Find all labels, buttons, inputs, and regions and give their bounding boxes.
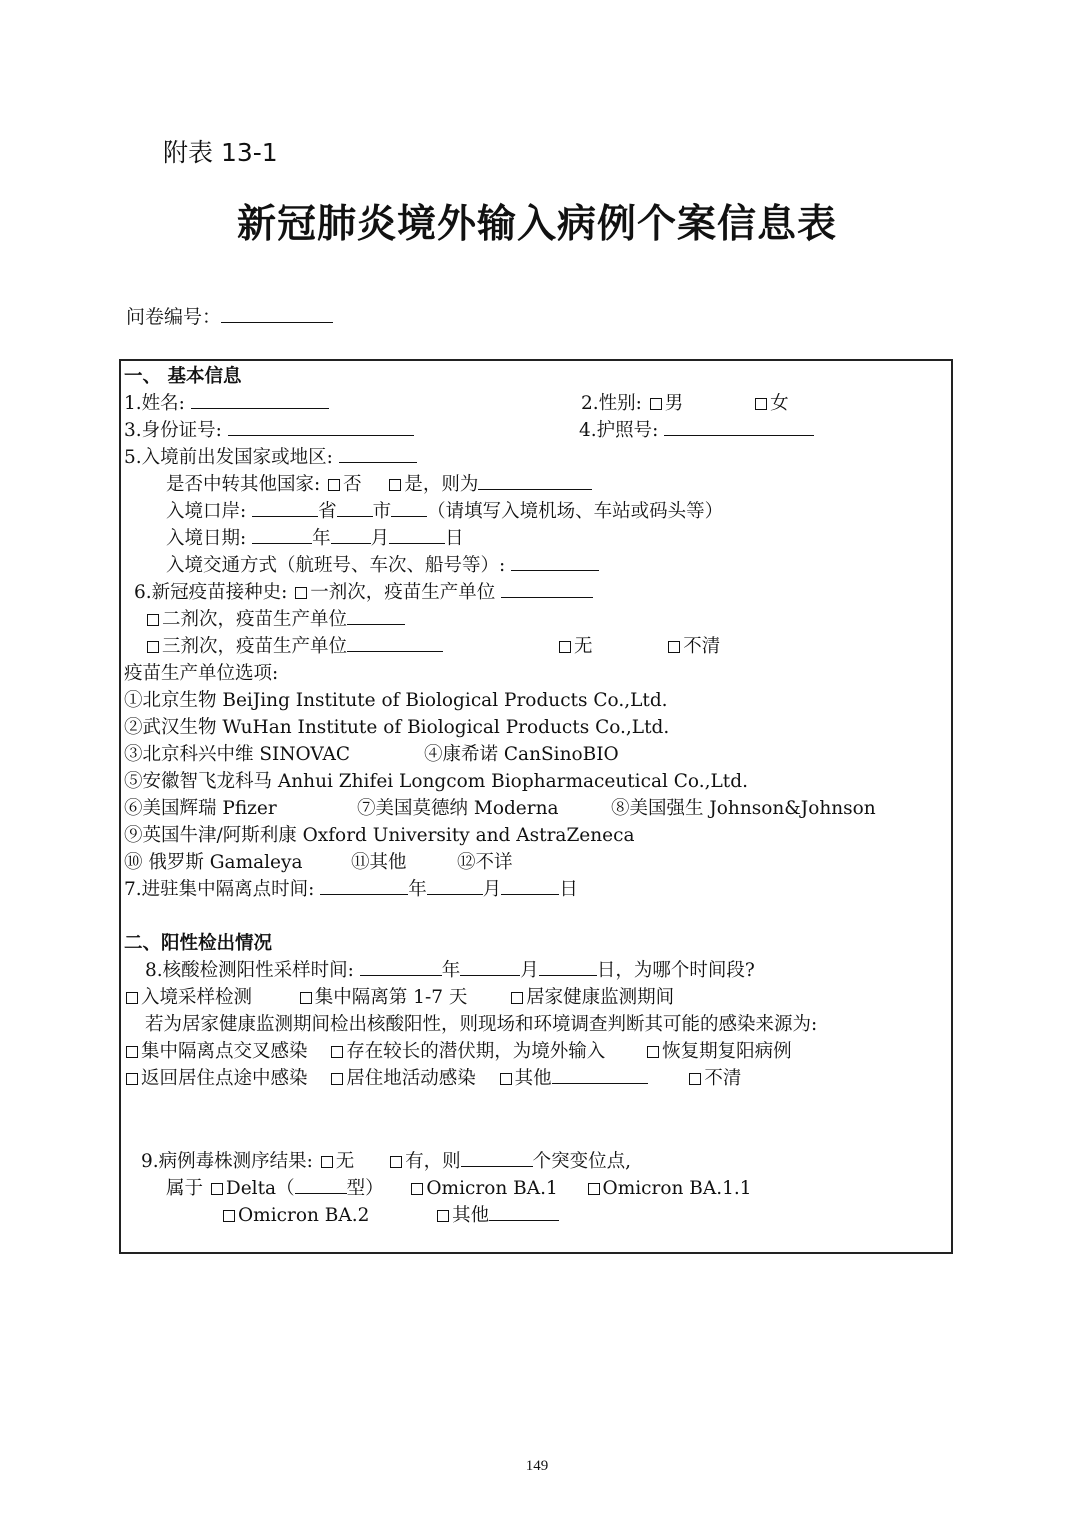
- transit-yes-label: 是，则为: [404, 474, 479, 495]
- quarantine-month-field[interactable]: [427, 876, 483, 895]
- appendix-label: 附表 13-1: [163, 138, 278, 167]
- dose2-checkbox[interactable]: [147, 614, 159, 626]
- q9-none-label: 无: [335, 1151, 355, 1172]
- quarantine-1-7-checkbox[interactable]: [300, 992, 312, 1004]
- residence-activity-label: 居住地活动感染: [346, 1068, 476, 1089]
- entry-sampling-label: 入境采样检测: [141, 987, 253, 1008]
- passport-label: 4.护照号:: [579, 420, 659, 441]
- delta-label: Delta（: [225, 1178, 295, 1199]
- vaccine-option-11: ⑪其他: [351, 852, 407, 873]
- source-other-field[interactable]: [552, 1065, 648, 1084]
- transport-field[interactable]: [511, 552, 599, 571]
- transport-label: 入境交通方式（航班号、车次、船号等）:: [166, 555, 506, 576]
- dose1-checkbox[interactable]: [295, 587, 307, 599]
- recovery-positive-checkbox[interactable]: [647, 1046, 659, 1058]
- dose2-row: [145, 606, 405, 633]
- q9-mutations-label: 个突变位点,: [532, 1151, 631, 1172]
- transit-country-field[interactable]: [478, 471, 592, 490]
- year-label: 年: [312, 528, 331, 549]
- q9-none-checkbox[interactable]: [321, 1156, 333, 1168]
- transport-row: [166, 552, 599, 579]
- variant-row-1: [166, 1175, 752, 1202]
- vaccine-option-4: ④康希诺 CanSinoBIO: [424, 744, 619, 765]
- quarantine-label: 7.进驻集中隔离点时间:: [124, 879, 315, 900]
- name-row: [124, 390, 329, 417]
- vaccine-option-10: ⑩ 俄罗斯 Gamaleya: [124, 852, 303, 873]
- q8-month-field[interactable]: [460, 957, 520, 976]
- delta-type-field[interactable]: [295, 1175, 347, 1194]
- variant-other-field[interactable]: [489, 1202, 559, 1221]
- dose3-row: [145, 633, 443, 660]
- vaccine-option-8: ⑧美国强生 Johnson&Johnson: [611, 798, 876, 819]
- dose1-label: 一剂次，疫苗生产单位: [310, 582, 496, 603]
- vaccine-option-2: ②武汉生物 WuHan Institute of Biological Products Co.,Ltd.: [124, 717, 670, 738]
- dose3-label: 三剂次，疫苗生产单位: [162, 636, 348, 657]
- source-unclear-checkbox[interactable]: [689, 1073, 701, 1085]
- ba11-checkbox[interactable]: [588, 1183, 600, 1195]
- vaccine-option-12: ⑫不详: [457, 852, 513, 873]
- vaccine-row: [134, 579, 593, 606]
- return-route-checkbox[interactable]: [126, 1073, 138, 1085]
- port-province-field[interactable]: [252, 498, 318, 517]
- ba1-checkbox[interactable]: [411, 1183, 423, 1195]
- q8-year-field[interactable]: [360, 957, 442, 976]
- q9-have-checkbox[interactable]: [390, 1156, 402, 1168]
- section2-title: 二、阳性检出情况: [124, 933, 273, 954]
- port-label: 入境口岸:: [166, 501, 247, 522]
- entry-sampling-checkbox[interactable]: [126, 992, 138, 1004]
- q8-row: [145, 957, 755, 984]
- port-note: （请填写入境机场、车站或码头等）: [427, 501, 724, 522]
- dose2-label: 二剂次，疫苗生产单位: [162, 609, 348, 630]
- quarantine-month-label: 月: [482, 879, 502, 900]
- recovery-positive-label: 恢复期复阳病例: [662, 1041, 792, 1062]
- male-label: 男: [664, 393, 684, 414]
- ba2-checkbox[interactable]: [223, 1210, 235, 1222]
- questionnaire-number-field[interactable]: [221, 304, 333, 323]
- vaccine-option-1: ①北京生物 BeiJing Institute of Biological Products Co.,Ltd.: [124, 690, 668, 711]
- vaccine-unclear-label: 不清: [683, 636, 721, 657]
- vaccine-none-checkbox[interactable]: [559, 641, 571, 653]
- residence-activity-checkbox[interactable]: [331, 1073, 343, 1085]
- home-monitor-checkbox[interactable]: [511, 992, 523, 1004]
- ba11-label: Omicron BA.1.1: [602, 1178, 752, 1199]
- month-label: 月: [370, 528, 390, 549]
- female-label: 女: [770, 393, 789, 414]
- vaccine-options-title: 疫苗生产单位选项:: [124, 663, 279, 684]
- quarantine-day-label: 日: [559, 879, 578, 900]
- transit-no-label: 否: [343, 474, 362, 495]
- long-incubation-label: 存在较长的潜伏期，为境外输入: [346, 1041, 606, 1062]
- departure-label: 5.入境前出发国家或地区:: [124, 447, 333, 468]
- return-route-label: 返回居住点途中感染: [141, 1068, 308, 1089]
- passport-field[interactable]: [664, 417, 814, 436]
- dose1-maker-field[interactable]: [501, 579, 593, 598]
- gender-row: [581, 390, 789, 417]
- entry-date-row: [166, 525, 464, 552]
- female-checkbox[interactable]: [755, 398, 767, 410]
- id-label: 3.身份证号:: [124, 420, 222, 441]
- quarantine-day-field[interactable]: [501, 876, 559, 895]
- source-unclear-label: 不清: [704, 1068, 742, 1089]
- quarantine-year-label: 年: [408, 879, 427, 900]
- vaccine-none-row: [557, 633, 720, 660]
- entry-day-field[interactable]: [389, 525, 445, 544]
- ba2-label: Omicron BA.2: [238, 1205, 370, 1226]
- dose3-checkbox[interactable]: [147, 641, 159, 653]
- q8-month-label: 月: [520, 960, 539, 981]
- belongs-label: 属于: [166, 1178, 204, 1199]
- transit-no-checkbox[interactable]: [328, 479, 340, 491]
- vaccine-option-5: ⑤安徽智飞龙科马 Anhui Zhifei Longcom Biopharmaceutical Co.,Ltd.: [124, 771, 748, 792]
- vaccine-option-7: ⑦美国莫德纳 Moderna: [357, 798, 559, 819]
- transit-row: [166, 471, 592, 498]
- male-checkbox[interactable]: [650, 398, 662, 410]
- if-home-text: 若为居家健康监测期间检出核酸阳性，则现场和环境调查判断其可能的感染来源为:: [145, 1014, 818, 1035]
- q9-label: 9.病例毒株测序结果:: [141, 1151, 313, 1172]
- q9-mutation-count-field[interactable]: [461, 1148, 533, 1167]
- transit-yes-checkbox[interactable]: [389, 479, 401, 491]
- questionnaire-number-label: 问卷编号：: [126, 306, 222, 328]
- q9-row: [141, 1148, 631, 1175]
- city-label: 市: [372, 501, 392, 522]
- vaccine-option-9: ⑨英国牛津/阿斯利康 Oxford University and AstraZeneca: [124, 825, 635, 846]
- q9-have-label: 有，则: [405, 1151, 461, 1172]
- transit-label: 是否中转其他国家:: [166, 474, 321, 495]
- quarantine-row: [124, 876, 578, 903]
- section1-title: 一、 基本信息: [124, 366, 242, 387]
- vaccine-unclear-checkbox[interactable]: [668, 641, 680, 653]
- departure-row: [124, 444, 417, 471]
- port-name-field[interactable]: [391, 498, 427, 517]
- page-number: 149: [525, 1458, 549, 1474]
- id-field[interactable]: [228, 417, 414, 436]
- page-title: 新冠肺炎境外输入病例个案信息表: [236, 202, 837, 247]
- long-incubation-checkbox[interactable]: [331, 1046, 343, 1058]
- dose2-maker-field[interactable]: [347, 606, 405, 625]
- vaccine-option-6: ⑥美国辉瑞 Pfizer: [124, 798, 277, 819]
- quarantine-year-field[interactable]: [320, 876, 408, 895]
- port-row: [166, 498, 723, 525]
- source-row-1: [124, 1038, 792, 1065]
- province-label: 省: [318, 501, 337, 522]
- passport-row: [579, 417, 814, 444]
- q8-options-row: [124, 984, 674, 1011]
- q8-year-label: 年: [441, 960, 461, 981]
- entry-year-field[interactable]: [252, 525, 312, 544]
- q8-period-label: 日，为哪个时间段?: [596, 960, 755, 981]
- id-row: [124, 417, 414, 444]
- port-city-field[interactable]: [337, 498, 373, 517]
- quarantine-1-7-label: 集中隔离第 1-7 天: [314, 987, 468, 1008]
- delta-type-close: 型）: [346, 1178, 384, 1199]
- delta-checkbox[interactable]: [211, 1183, 223, 1195]
- departure-field[interactable]: [339, 444, 417, 463]
- vaccine-label: 6.新冠疫苗接种史:: [134, 582, 288, 603]
- vaccine-none-label: 无: [574, 636, 593, 657]
- cross-infection-label: 集中隔离点交叉感染: [141, 1041, 308, 1062]
- source-other-checkbox[interactable]: [500, 1073, 512, 1085]
- day-label: 日: [445, 528, 464, 549]
- entry-month-field[interactable]: [331, 525, 371, 544]
- source-other-label: 其他: [514, 1068, 552, 1089]
- entry-date-label: 入境日期:: [166, 528, 247, 549]
- vaccine-option-3: ③北京科兴中维 SINOVAC: [124, 744, 351, 765]
- ba1-label: Omicron BA.1: [426, 1178, 558, 1199]
- dose3-maker-field[interactable]: [347, 633, 443, 652]
- questionnaire-number: [126, 302, 333, 329]
- source-row-2: [124, 1065, 741, 1092]
- variant-other-checkbox[interactable]: [437, 1210, 449, 1222]
- gender-label: 2.性别:: [581, 393, 642, 414]
- variant-row-2: [221, 1202, 559, 1229]
- cross-infection-checkbox[interactable]: [126, 1046, 138, 1058]
- name-label: 1.姓名:: [124, 393, 185, 414]
- home-monitor-label: 居家健康监测期间: [526, 987, 675, 1008]
- q8-day-field[interactable]: [539, 957, 597, 976]
- variant-other-label: 其他: [452, 1205, 490, 1226]
- q8-label: 8.核酸检测阳性采样时间:: [145, 960, 354, 981]
- name-field[interactable]: [191, 390, 329, 409]
- form-box: [119, 359, 953, 1254]
